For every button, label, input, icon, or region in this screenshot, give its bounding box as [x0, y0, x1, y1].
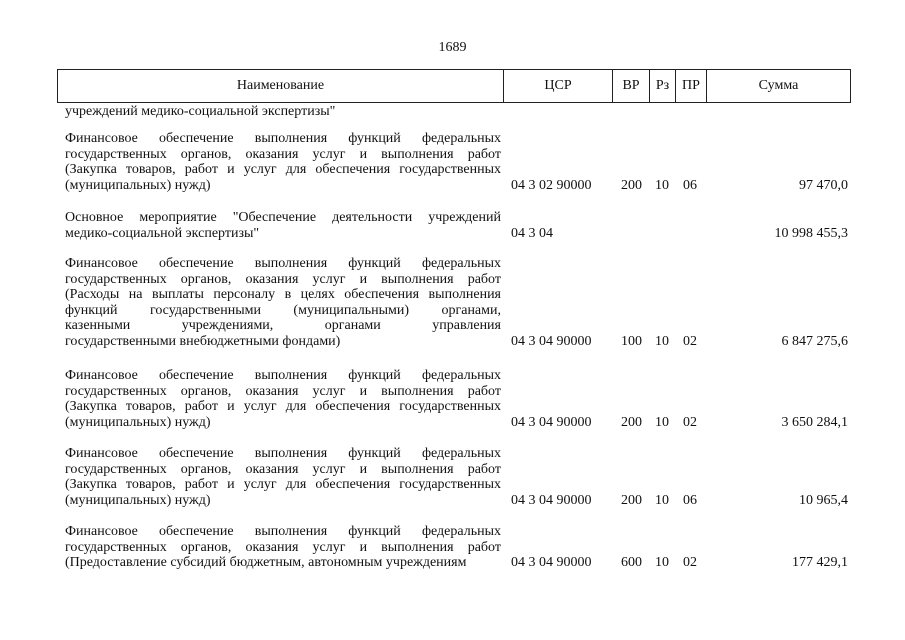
row-pr: 02 — [683, 333, 697, 349]
row-rz: 10 — [655, 555, 669, 570]
row-pr: 06 — [683, 492, 697, 508]
row-sum: 97 470,0 — [799, 177, 848, 193]
header-rz: Рз — [650, 70, 676, 102]
table-row — [0, 104, 905, 120]
page-number: 1689 — [438, 40, 467, 55]
row-csr: 04 3 04 90000 — [511, 492, 592, 508]
table-row — [0, 210, 905, 241]
row-vr: 200 — [621, 414, 642, 430]
row-name-line: Финансовое обеспечение выполнения функций федеральных — [65, 256, 501, 271]
row-name-line: учреждений медико-социальной экспертизы" — [65, 104, 336, 119]
row-name-line: государственных органов, оказания услуг и выполнения работ — [65, 539, 501, 555]
row-name-line: (Предоставление субсидий бюджетным, автономным учреждениям — [65, 555, 467, 570]
row-name — [65, 131, 501, 193]
row-name-line: (Закупка товаров, работ и услуг для обеспечения государственных — [65, 399, 501, 414]
table-row — [0, 131, 905, 193]
row-name-line: Основное мероприятие "Обеспечение деятельности учреждений — [65, 210, 501, 225]
row-csr: 04 3 04 90000 — [511, 333, 592, 349]
row-rz: 10 — [655, 492, 669, 508]
header-csr: ЦСР — [504, 70, 613, 102]
row-sum: 3 650 284,1 — [781, 414, 848, 430]
row-name-line: (Расходы на выплаты персоналу в целях обеспечения выполнения — [65, 287, 501, 302]
table-row — [0, 524, 905, 571]
table-row — [0, 256, 905, 349]
row-name-line: (Закупка товаров, работ и услуг для обеспечения государственных — [65, 477, 501, 492]
row-csr: 04 3 04 90000 — [511, 555, 592, 570]
table-row — [0, 446, 905, 508]
row-name-line: (Закупка товаров, работ и услуг для обеспечения государственных — [65, 162, 501, 177]
row-name — [65, 446, 501, 508]
row-rz: 10 — [655, 414, 669, 430]
row-name — [65, 104, 501, 120]
row-vr: 100 — [621, 333, 642, 349]
header-name: Наименование — [58, 70, 504, 102]
row-sum: 177 429,1 — [792, 555, 848, 570]
row-vr: 200 — [621, 492, 642, 508]
row-name — [65, 210, 501, 241]
row-name-line: (муниципальных) нужд) — [65, 492, 211, 508]
row-name-line: (муниципальных) нужд) — [65, 177, 211, 193]
row-name — [65, 524, 501, 571]
row-pr: 02 — [683, 555, 697, 570]
row-vr: 600 — [621, 555, 642, 570]
row-name-line: государственных органов, оказания услуг и выполнения работ — [65, 461, 501, 477]
row-name — [65, 368, 501, 430]
row-name-line: Финансовое обеспечение выполнения функций федеральных — [65, 446, 501, 461]
row-csr: 04 3 04 — [511, 225, 553, 241]
row-name-line: государственных органов, оказания услуг и выполнения работ — [65, 271, 501, 287]
table-header — [57, 69, 851, 103]
row-csr: 04 3 04 90000 — [511, 414, 592, 430]
row-name-line: Финансовое обеспечение выполнения функций федеральных — [65, 524, 501, 539]
header-sum: Сумма — [758, 78, 799, 93]
header-vr: ВР — [613, 70, 650, 102]
header-pr: ПР — [676, 70, 707, 102]
row-name — [65, 256, 501, 349]
row-name-line: медико-социальной экспертизы" — [65, 225, 260, 241]
row-name-line: государственными внебюджетными фондами) — [65, 333, 341, 349]
row-rz: 10 — [655, 333, 669, 349]
row-vr: 200 — [621, 177, 642, 193]
row-pr: 06 — [683, 177, 697, 193]
row-name-line: функций государственными (муниципальными) органами, — [65, 302, 501, 318]
row-sum: 10 998 455,3 — [774, 225, 848, 241]
row-sum: 10 965,4 — [799, 492, 848, 508]
row-name-line: Финансовое обеспечение выполнения функций федеральных — [65, 368, 501, 383]
row-name-line: Финансовое обеспечение выполнения функций федеральных — [65, 131, 501, 146]
row-sum: 6 847 275,6 — [781, 333, 848, 349]
table-row — [0, 368, 905, 430]
row-rz: 10 — [655, 177, 669, 193]
row-pr: 02 — [683, 414, 697, 430]
row-csr: 04 3 02 90000 — [511, 177, 592, 193]
row-name-line: государственных органов, оказания услуг и выполнения работ — [65, 383, 501, 399]
row-name-line: казенными учреждениями, органами управления — [65, 318, 501, 333]
row-name-line: (муниципальных) нужд) — [65, 414, 211, 430]
row-name-line: государственных органов, оказания услуг и выполнения работ — [65, 146, 501, 162]
